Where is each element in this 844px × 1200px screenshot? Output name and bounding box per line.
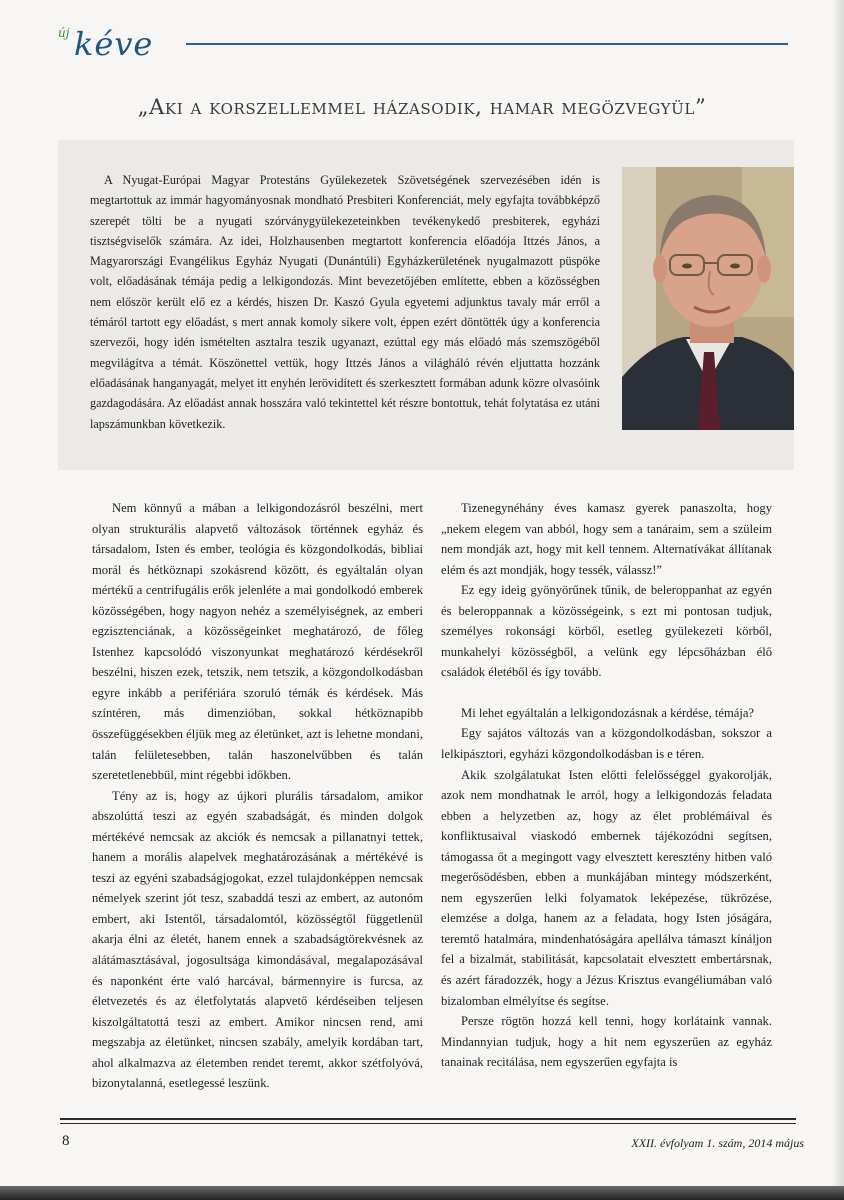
paragraph: Persze rögtön hozzá kell tenni, hogy korlátaink vannak. Mindannyian tudjuk, hogy a hit nem egyszerűen az egyház tanainak recitálása, nem egyszerűen egyfajta is (441, 1014, 772, 1070)
paragraph: Egy sajátos változás van a közgondolkodásban, sokszor a lelkipásztori, egyházi közgondolkodásban is e téren. (441, 726, 772, 762)
paragraph: Mi lehet egyáltalán a lelkigondozásnak a kérdése, témája? (461, 705, 755, 720)
footer-rule-thin (60, 1123, 796, 1124)
article-title: „Aki a korszellemmel házasodik, hamar megözvegyül” (137, 95, 707, 119)
paragraph: Tény az is, hogy az újkori plurális társadalom, amikor abszolúttá teszi az egyén szabadságát, és minden dolgok mértékévé nemcsak az akciók és nemcsak a pillanatnyi tettek, hanem a morális alapelvek meghatározásának a mértékévé is teszi az egyéni szabadságjogokat, ezzel tulajdonképpen nemcsak némelyek szerint jót tesz, szabaddá teszi az embert, az autonóm embert, aki Istentől, társadalomtól, közösségtől függetlenül akarja élni az életét, hanem ennek a szabadságtörekvésnek az alátámasztásával, jogosultsága kimondásával, megalapozásával és naponként érte való harcával, bármennyire is furcsa, az életvezetés és az életfolytatás alapvető kérdéseiben teljesen kiszolgáltatottá teszi az embert. Amikor nincsen rend, ami megszabja az életünket, nincsen szabály, amelyik kordában tart, ahol alkalmazva az életemben rendet teremt, akkor szétfolyóvá, bizonytalanná, esetlegessé leszünk. (92, 788, 423, 1091)
author-portrait (622, 167, 794, 430)
header-rule (186, 43, 788, 45)
masthead (58, 24, 788, 64)
issue-info: XXII. évfolyam 1. szám, 2014 május (631, 1136, 804, 1150)
article-column-left (92, 498, 423, 1094)
paragraph: Tizenegynéhány éves kamasz gyerek panaszolta, hogy „nekem elegem van abból, hogy sem a tanáraim, sem a szüleim nem mondják azt, hogy mit kell tennem. Alternatívákat állítanak elém és azt mondják, hogy tessék, válassz!” (441, 501, 772, 577)
magazine-logo: kéve (74, 25, 154, 63)
page-edge (832, 0, 844, 1190)
article-column-right (441, 498, 772, 1073)
logo-prefix: új (58, 26, 70, 40)
article-intro (90, 170, 600, 434)
page-bottom-shadow (0, 1186, 844, 1200)
paragraph: Ez egy ideig gyönyörűnek tűnik, de beleroppanhat az egyén és beleroppannak a közösségeink, s ezt mi pontosan tudjuk, személyes rokonsági körből, esetleg gyülekezeti körből, munkahelyi közösségből, a velünk egy lépcsőházban élő családok életéből és így tovább. (441, 583, 772, 680)
paragraph: Akik szolgálatukat Isten előtti felelősséggel gyakorolják, azok nem mondhatnak le arról, hogy a lelkigondozás feladata ebben a helyzetben az, hogy az élet problémáival és konfliktusaival viaskodó embernek tájékozódni segítsen, támogassa őt a megingott vagy elvesztett keresztény hitben való megerősödésben, ebben a munkájában mintegy módszerként, nem egyszerűen lelki folyamatok leképezése, tükrözése, elemzése a dolga, hanem az a feladata, hogy Isten jóságára, teremtő hatalmára, mindenhatóságára apellálva támaszt kínáljon fel a bizalmát, stabilitását, kapcsolatait elvesztett embertársnak, és azért fáradozzék, hogy a Jézus Krisztus evangéliumában való bizalomban elmélyítse és segítse. (441, 767, 772, 1008)
paragraph: Nem könnyű a mában a lelkigondozásról beszélni, mert olyan strukturális alapvető változások történnek egyház és társadalom, Isten és ember, teológia és közgondolkodás, bibliai morál és hétköznapi szokásrend között, és egyáltalán olyan mértékű a centrifugális erők jelenléte a mai gondolkodó emberek közösségében, hogy nagyon nehéz a személyiségnek, az emberi egzisztenciának, a közösségeinket meghatározó, de főleg Istenhez kapcsolódó viszonyunkat meghatározó kérdésekről beszélni, hiszen ezek, tetszik, nem tetszik, a közgondolkodásban egyre inkább a perifériára szoruló témák és kérdések. Más színtéren, más dimenzióban, sokkal hétköznapibb összefüggésekben éljük meg az életünket, azt is lehetne mondani, talán felületesebben, talán haszonelvűbben és talán szeretetlenebbül, mint régebbi időkben. (92, 501, 423, 783)
intro-text: A Nyugat-Európai Magyar Protestáns Gyülekezetek Szövetségének szervezésében idén is megtartottuk az immár hagyományosnak mondható Presbiteri Konferenciát, mely egyfajta továbbképző szerepét tölti be a nyugati szórványgyülekezeteinkben tevékenykedő presbiterek, egyházi tisztségviselők számára. Az idei, Holzhausenben megtartott konferencia előadója Ittzés János, a Magyarországi Evangélikus Egyház Nyugati (Dunántúli) Egyházkerületének nyugalmazott püspöke volt, előadásának témája pedig a lelkigondozás. Mint bevezetőjében említette, ebben a közösségben nem először került elő ez a kérdés, hiszen Dr. Kaszó Gyula egyetemi adjunktus tavaly már erről a témáról tartott egy előadást, s mert annak komoly sikere volt, éppen ezért döntötték úgy a konferencia szervezői, hogy idén ismételten asztalra teszik ugyanazt, ezúttal egy más előadó más szemszögéből megvilágítva a témát. Köszönettel vettük, hogy Ittzés János a világháló révén eljuttatta hozzánk előadásának hanganyagát, melyet itt enyhén lerövidített és szerkesztett formában adunk közre olvasóink gazdagodására. Az előadást annak hosszára való tekintettel két részre bontottuk, tehát folytatása ez utáni lapszámunkban következik. (90, 173, 600, 431)
page-number: 8 (62, 1133, 70, 1149)
footer-rule (60, 1118, 796, 1120)
